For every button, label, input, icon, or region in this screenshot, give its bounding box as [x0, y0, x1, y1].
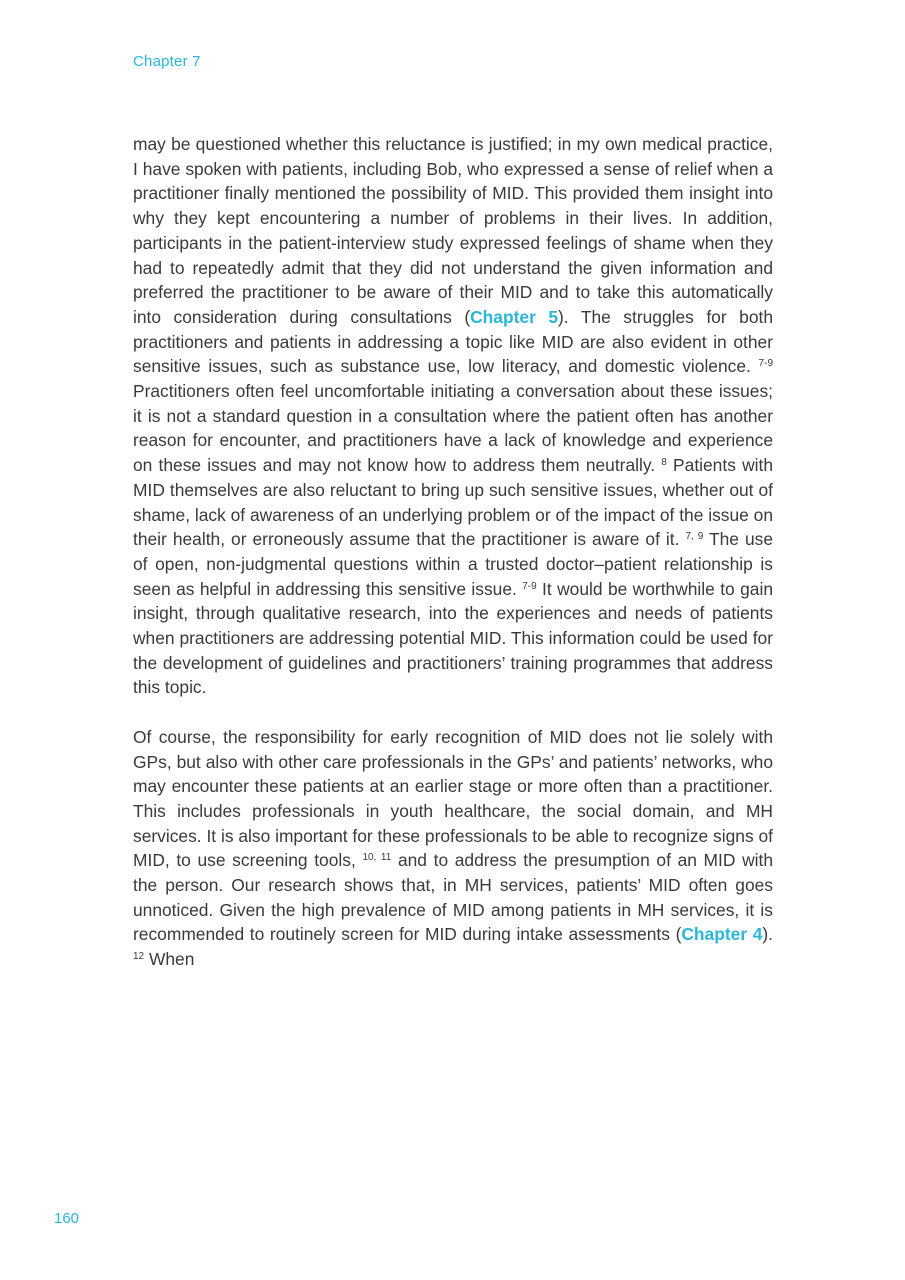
body-text — [133, 132, 773, 972]
page-number: 160 — [54, 1210, 80, 1227]
citation-superscript: 12 — [133, 951, 145, 963]
text-run: Practitioners often feel uncomfortable initiating a conversation about these issues; it is not a standard question in a consultation where the patient often has another reason for encounter, and practitioners have a lack of knowledge and experience on these issues and may not know how to address them neutrally. — [133, 381, 773, 476]
chapter-5-link[interactable]: Chapter 5 — [470, 306, 559, 327]
citation-superscript: 7-9 — [758, 358, 773, 370]
text-run: may be questioned whether this reluctance is justified; in my own medical practice, I have spoken with patients, including Bob, who expressed a sense of relief when a practitioner finally mentioned the possibility of MID. This provided them insight into why they kept encountering a number of problems in their lives. In addition, participants in the patient-interview study expressed feelings of shame when they had to repeatedly admit that they did not understand the given information and preferred the practitioner to be aware of their MID and to take this automatically into consideration during consultations ( — [133, 134, 773, 327]
text-run: Patients with MID themselves are also reluctant to bring up such sensitive issues, whether out of shame, lack of awareness of an underlying problem or of the impact of the issue on their health, or erroneously assume that the practitioner is aware of it. — [133, 455, 773, 550]
text-run: ). The struggles for both practitioners and patients in addressing a topic like MID are also evident in other sensitive issues, such as substance use, low literacy, and domestic violence. — [133, 306, 773, 377]
citation-superscript: 7-9 — [522, 580, 537, 592]
text-run: and to address the presumption of an MID with the person. Our research shows that, in MH services, patients’ MID often goes unnoticed. Given the high prevalence of MID among patients in MH services, it is recommended to routinely screen for MID during intake assessments ( — [133, 850, 773, 945]
running-head: Chapter 7 — [133, 53, 201, 70]
text-run: When — [144, 949, 195, 970]
chapter-4-link[interactable]: Chapter 4 — [681, 924, 763, 945]
paragraph-1 — [133, 132, 773, 700]
citation-superscript: 7, 9 — [685, 531, 704, 543]
citation-superscript: 10, 11 — [362, 852, 392, 864]
paragraph-2 — [133, 725, 773, 972]
citation-superscript: 8 — [661, 457, 667, 469]
text-run: The use of open, non-judgmental questions within a trusted doctor–patient relationship is seen as helpful in addressing this sensitive issue. — [133, 529, 774, 599]
text-run: Of course, the responsibility for early recognition of MID does not lie solely with GPs, but also with other care professionals in the GPs’ and patients’ networks, who may encounter these patients at an earlier stage or more often than a practitioner. This includes professionals in youth healthcare, the social domain, and MH services. It is also important for these professionals to be able to recognize signs of MID, to use screening tools, — [133, 726, 773, 871]
text-run: It would be worthwhile to gain insight, through qualitative research, into the experiences and needs of patients when practitioners are addressing potential MID. This information could be used for the development of guidelines and practitioners’ training programmes that address this topic. — [133, 578, 773, 698]
text-run: ). — [762, 924, 773, 945]
